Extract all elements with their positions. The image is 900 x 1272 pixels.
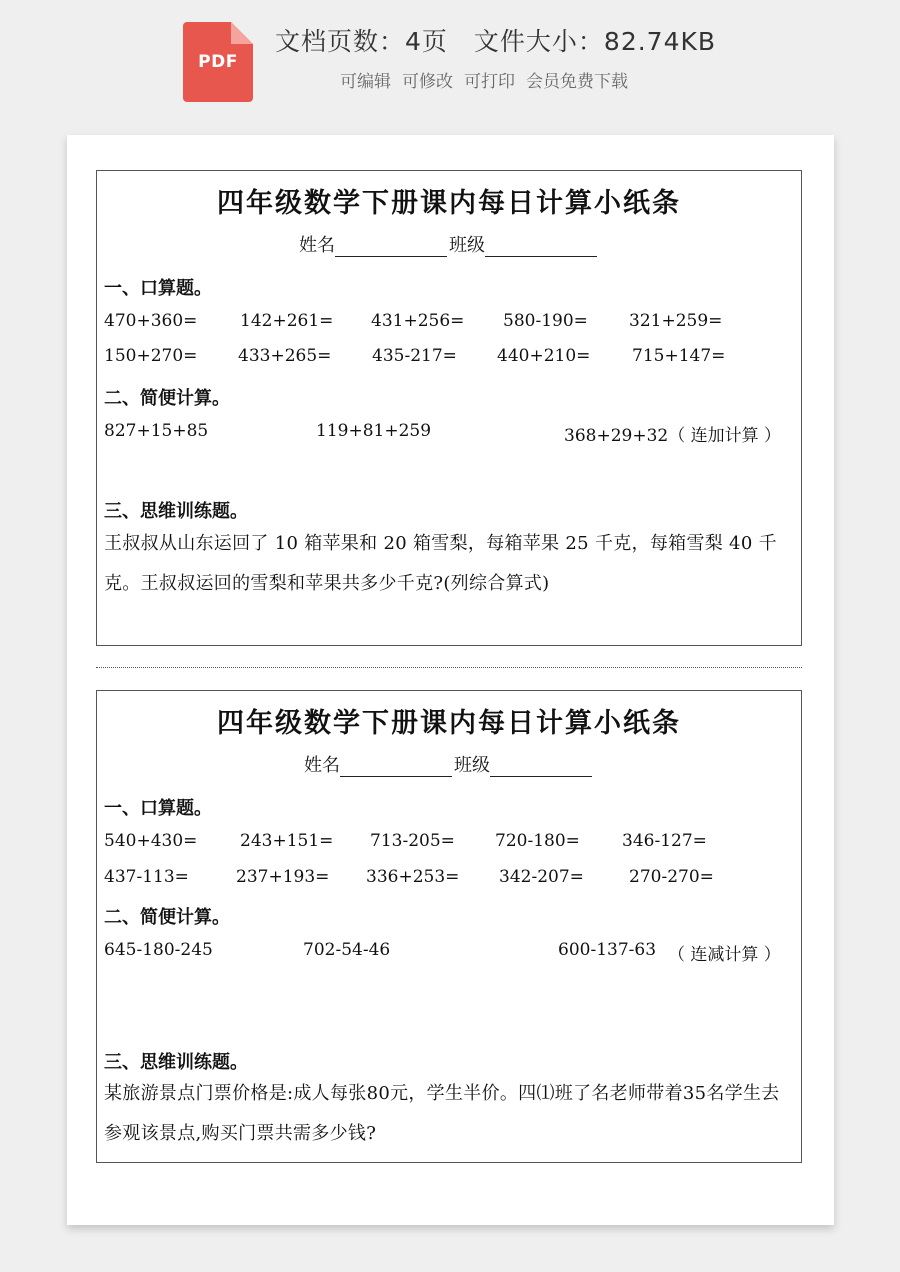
oral-problem: 237+193= xyxy=(236,867,330,887)
oral-problem: 431+256= xyxy=(371,311,465,331)
oral-problem: 720-180= xyxy=(495,831,580,851)
oral-problem: 713-205= xyxy=(370,831,455,851)
worksheet-title: 四年级数学下册课内每日计算小纸条 xyxy=(217,708,681,739)
oral-problem: 540+430= xyxy=(104,831,198,851)
oral-problem: 270-270= xyxy=(629,867,714,887)
oral-problem: 346-127= xyxy=(622,831,707,851)
section-oral-heading: 一、口算题。 xyxy=(104,798,212,819)
simple-problem-note: （ 连减计算 ） xyxy=(668,945,781,965)
feature-list xyxy=(340,67,628,92)
section-simple-heading: 二、简便计算。 xyxy=(104,388,230,409)
name-blank xyxy=(340,758,452,777)
feature-editable: 可编辑 xyxy=(340,72,391,92)
name-blank xyxy=(335,238,447,257)
name-class-row xyxy=(97,751,801,777)
oral-problem: 433+265= xyxy=(238,346,332,366)
worksheet-title: 四年级数学下册课内每日计算小纸条 xyxy=(217,188,681,219)
oral-problem: 435-217= xyxy=(372,346,457,366)
section-simple-heading: 二、简便计算。 xyxy=(104,907,230,928)
oral-problem: 243+151= xyxy=(240,831,334,851)
simple-problem: 702-54-46 xyxy=(303,940,391,960)
name-class-row xyxy=(97,231,801,257)
feature-free-download: 会员免费下载 xyxy=(526,72,628,92)
section-thinking-heading: 三、思维训练题。 xyxy=(104,501,248,522)
name-label: 姓名 xyxy=(299,235,335,256)
document-header xyxy=(0,0,900,130)
simple-problem: 119+81+259 xyxy=(316,421,432,441)
oral-problem: 336+253= xyxy=(366,867,460,887)
class-blank xyxy=(490,758,592,777)
oral-problem: 342-207= xyxy=(499,867,584,887)
oral-problem: 437-113= xyxy=(104,867,189,887)
class-label: 班级 xyxy=(449,235,485,256)
oral-problem: 580-190= xyxy=(503,311,588,331)
file-size: 文件大小：82.74KB xyxy=(473,27,717,56)
worksheet-card-1 xyxy=(96,170,802,646)
oral-problem: 321+259= xyxy=(629,311,723,331)
feature-modifiable: 可修改 xyxy=(402,72,453,92)
class-blank xyxy=(485,238,597,257)
simple-problem: 368+29+32（ 连加计算 ） xyxy=(564,426,782,446)
document-meta xyxy=(275,22,716,58)
word-problem: 王叔叔从山东运回了 10 箱苹果和 20 箱雪梨，每箱苹果 25 千克，每箱雪梨 40 千克。王叔叔运回的雪梨和苹果共多少千克?(列综合算式) xyxy=(104,533,777,594)
oral-problem: 715+147= xyxy=(632,346,726,366)
page-count: 文档页数：4页 xyxy=(275,27,448,56)
feature-printable: 可打印 xyxy=(464,72,515,92)
oral-problem: 150+270= xyxy=(104,346,198,366)
cut-line xyxy=(96,667,802,668)
oral-problem: 440+210= xyxy=(497,346,591,366)
section-oral-heading: 一、口算题。 xyxy=(104,278,212,299)
class-label: 班级 xyxy=(454,755,490,776)
simple-problem: 645-180-245 xyxy=(104,940,213,960)
oral-problem: 470+360= xyxy=(104,311,198,331)
section-thinking-heading: 三、思维训练题。 xyxy=(104,1052,248,1073)
oral-problem: 142+261= xyxy=(240,311,334,331)
word-problem: 某旅游景点门票价格是:成人每张80元，学生半价。四⑴班了名老师带着35名学生去参观该景点,购买门票共需多少钱? xyxy=(104,1083,780,1144)
document-page xyxy=(67,135,834,1225)
simple-problem: 600-137-63 xyxy=(558,940,657,960)
simple-problem: 827+15+85 xyxy=(104,421,209,441)
name-label: 姓名 xyxy=(304,755,340,776)
pdf-file-icon: PDF xyxy=(183,22,253,102)
worksheet-card-2 xyxy=(96,690,802,1163)
